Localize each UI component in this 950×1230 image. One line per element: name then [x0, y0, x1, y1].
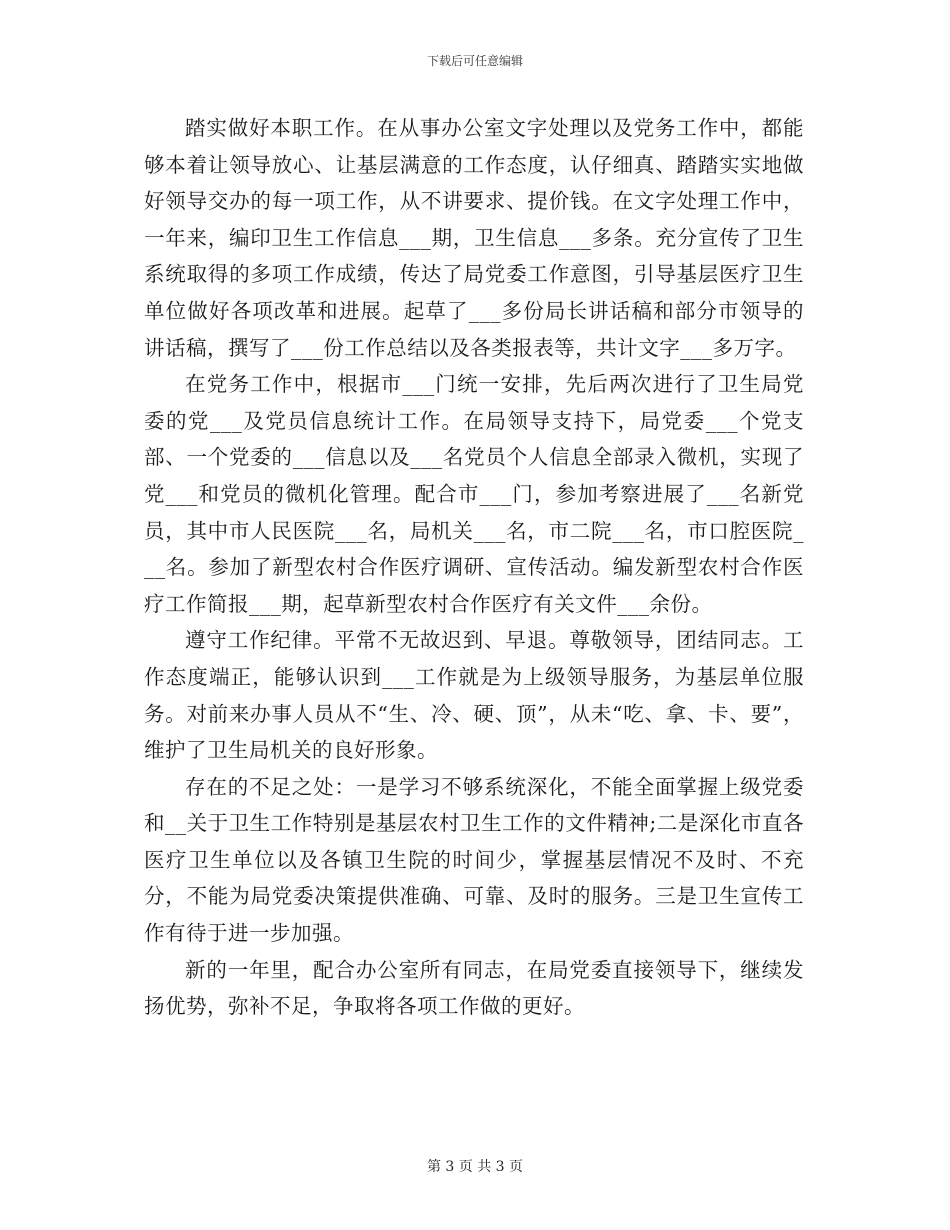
paragraph-shortcomings: 存在的不足之处：一是学习不够系统深化，不能全面掌握上级党委和__关于卫生工作特别是基层农村卫生工作的文件精神;二是深化市直各医疗卫生单位以及各镇卫生院的时间少，掌握基层情况不及时、不充分，不能为局党委决策提供准确、可靠、及时的服务。三是卫生宣传工作有待于进一步加强。	[144, 774, 804, 946]
page-header-note: 下载后可任意编辑	[426, 54, 523, 68]
paragraph-new-year-plan: 新的一年里，配合办公室所有同志，在局党委直接领导下，继续发扬优势，弥补不足，争取将各项工作做的更好。	[144, 957, 804, 1019]
page-number: 第 3 页 共 3 页	[426, 1159, 524, 1175]
document-body	[144, 110, 804, 1025]
paragraph-work-discipline: 遵守工作纪律。平常不无故迟到、早退。尊敬领导，团结同志。工作态度端正，能够认识到___工作就是为上级领导服务，为基层单位服务。对前来办事人员从不“生、冷、硬、顶”，从未“吃、拿、卡、要”，维护了卫生局机关的良好形象。	[144, 628, 804, 763]
paragraph-work-duties: 踏实做好本职工作。在从事办公室文字处理以及党务工作中，都能够本着让领导放心、让基层满意的工作态度，认仔细真、踏踏实实地做好领导交办的每一项工作，从不讲要求、提价钱。在文字处理工作中，一年来，编印卫生工作信息___期，卫生信息___多条。充分宣传了卫生系统取得的多项工作成绩，传达了局党委工作意图，引导基层医疗卫生单位做好各项改革和进展。起草了___多份局长讲话稿和部分市领导的讲话稿，撰写了___份工作总结以及各类报表等，共计文字___多万字。	[144, 116, 804, 360]
paragraph-party-affairs: 在党务工作中，根据市___门统一安排，先后两次进行了卫生局党委的党___及党员信息统计工作。在局领导支持下，局党委___个党支部、一个党委的___信息以及___名党员个人信息全部录入微机，实现了党___和党员的微机化管理。配合市___门，参加考察进展了___名新党员，其中市人民医院___名，局机关___名，市二院___名，市口腔医院___名。参加了新型农村合作医疗调研、宣传活动。编发新型农村合作医疗工作简报___期，起草新型农村合作医疗有关文件___余份。	[144, 372, 804, 616]
